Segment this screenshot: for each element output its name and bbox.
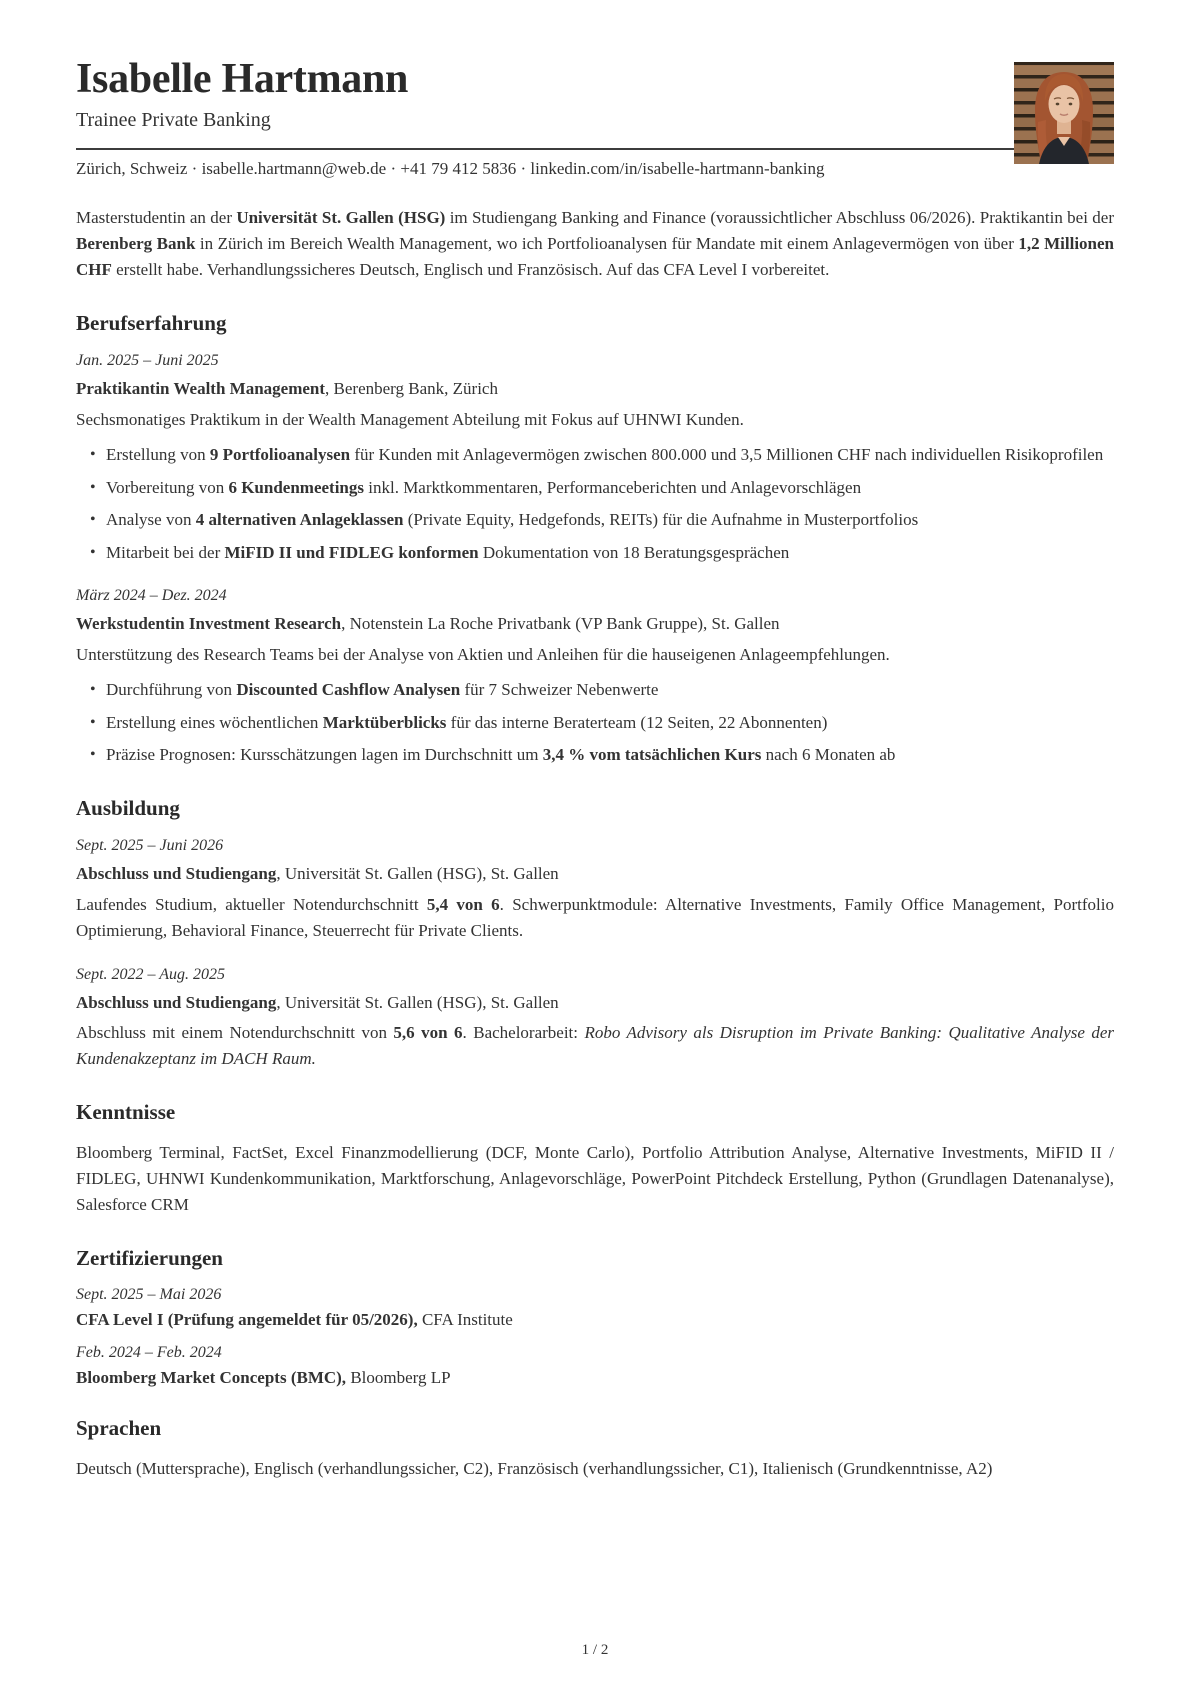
text-segment: , Notenstein La Roche Privatbank (VP Bank Gruppe), St. Gallen: [341, 614, 780, 634]
header-divider: [76, 148, 1114, 150]
contact-line: Zürich, Schweiz · isabelle.hartmann@web.de · +41 79 412 5836 · linkedin.com/in/isabelle-hartmann-banking: [76, 159, 825, 179]
text-segment: Analyse von: [106, 510, 196, 530]
text-segment: 9 Portfolioanalysen: [209, 445, 351, 465]
entry-date: Feb. 2024 – Feb. 2024: [76, 1344, 222, 1362]
section-experience-heading: Berufserfahrung: [76, 311, 227, 336]
text-segment: CFA Institute: [417, 1310, 513, 1330]
section-certifications: [76, 1246, 1114, 1388]
text-segment: für das interne Beraterteam (12 Seiten, 22 Abonnenten): [446, 712, 828, 732]
text-segment: inkl. Marktkommentaren, Performanceberichten und Anlagevorschlägen: [364, 477, 862, 497]
education-entry: [76, 966, 1114, 1073]
experience-entry: [76, 352, 1114, 565]
job-title: Trainee Private Banking: [76, 109, 271, 132]
text-segment: 3,4 % vom tatsächlichen Kurs: [542, 745, 762, 765]
text-segment: Universität St. Gallen (HSG): [236, 208, 446, 228]
text-segment: Discounted Cashflow Analysen: [236, 680, 461, 700]
text-segment: 6 Kundenmeetings: [228, 477, 364, 497]
section-languages-heading: Sprachen: [76, 1416, 162, 1441]
entry-body: [76, 1020, 1114, 1072]
section-skills-heading: Kenntnisse: [76, 1100, 176, 1125]
entry-title: [76, 991, 1114, 1016]
entry-title: [76, 862, 1114, 887]
text-segment: Praktikantin Wealth Management: [76, 379, 326, 399]
text-segment: Durchführung von: [106, 680, 237, 700]
entry-date: Jan. 2025 – Juni 2025: [76, 352, 219, 370]
text-segment: Bloomberg LP: [346, 1368, 451, 1388]
text-segment: Abschluss und Studiengang: [76, 992, 277, 1012]
text-segment: . Bachelorarbeit:: [462, 1023, 585, 1043]
text-segment: Laufendes Studium, aktueller Notendurchschnitt: [76, 894, 427, 914]
entry-date: Sept. 2025 – Juni 2026: [76, 836, 224, 854]
text-segment: in Zürich im Bereich Wealth Management, wo ich Portfolioanalysen für Mandate mit einem Anlagevermögen von über: [195, 234, 1019, 254]
header: [76, 56, 1114, 179]
certification-entry: [76, 1344, 1114, 1388]
bullet-item: [90, 475, 1114, 501]
section-education-heading: Ausbildung: [76, 795, 180, 820]
section-languages: [76, 1416, 1114, 1482]
entry-description: Sechsmonatiges Praktikum in der Wealth Management Abteilung mit Fokus auf UHNWI Kunden.: [76, 409, 744, 429]
entry-date: Sept. 2022 – Aug. 2025: [76, 965, 226, 983]
text-segment: Präzise Prognosen: Kursschätzungen lagen im Durchschnitt um: [106, 745, 543, 765]
bullet-item: [90, 742, 1114, 768]
text-segment: für Kunden mit Anlagevermögen zwischen 800.000 und 3,5 Millionen CHF nach individuellen Risikoprofilen: [350, 445, 1104, 465]
bullet-list: [76, 677, 1114, 768]
text-segment: MiFID II und FIDLEG konformen: [224, 542, 479, 562]
text-segment: nach 6 Monaten ab: [761, 745, 896, 765]
section-education: [76, 796, 1114, 1072]
page-number: 1 / 2: [581, 1642, 609, 1658]
entry-description: Unterstützung des Research Teams bei der Analyse von Aktien und Anleihen für die hauseigenen Anlageempfehlungen.: [76, 644, 890, 664]
text-segment: Erstellung eines wöchentlichen: [106, 712, 323, 732]
text-segment: Erstellung von: [106, 445, 210, 465]
text-segment: im Studiengang Banking and Finance (voraussichtlicher Abschluss 06/2026). Praktikantin bei der: [445, 208, 1115, 228]
entry-title: [76, 377, 1114, 402]
text-segment: Abschluss mit einem Notendurchschnitt von: [76, 1023, 394, 1043]
text-segment: Mitarbeit bei der: [106, 542, 225, 562]
text-segment: , Universität St. Gallen (HSG), St. Gallen: [276, 992, 559, 1012]
education-entry: [76, 837, 1114, 944]
bullet-item: [90, 507, 1114, 533]
entry-body: [76, 892, 1114, 944]
skills-text: Bloomberg Terminal, FactSet, Excel Finanzmodellierung (DCF, Monte Carlo), Portfolio Attribution Analyse, Alternative Investments, MiFID II / FIDLEG, UHNWI Kundenkommunikation, Marktforschung, Anlagevorschläge, PowerPoint Pitchdeck Erstellung, Python (Grundlagen Datenanalyse), Salesforce CRM: [76, 1143, 1114, 1215]
profile-photo: [1014, 62, 1114, 164]
bullet-item: [90, 540, 1114, 566]
text-segment: CFA Level I (Prüfung angemeldet für 05/2026),: [76, 1310, 418, 1330]
entry-title: [76, 1368, 1114, 1388]
bullet-list: [76, 442, 1114, 565]
profile-summary: [76, 205, 1114, 283]
bullet-item: [90, 710, 1114, 736]
entry-title: [76, 1310, 1114, 1330]
text-segment: , Universität St. Gallen (HSG), St. Gallen: [276, 863, 559, 883]
languages-text: Deutsch (Muttersprache), Englisch (verhandlungssicher, C2), Französisch (verhandlungssicher, C1), Italienisch (Grundkenntnisse, A2): [76, 1459, 993, 1479]
section-skills: [76, 1100, 1114, 1218]
text-segment: , Berenberg Bank, Zürich: [325, 379, 498, 399]
text-segment: 5,4 von 6: [426, 894, 500, 914]
text-segment: 4 alternativen Anlageklassen: [195, 510, 404, 530]
text-segment: (Private Equity, Hedgefonds, REITs) für die Aufnahme in Musterportfolios: [403, 510, 919, 530]
section-experience: [76, 311, 1114, 768]
entry-date: März 2024 – Dez. 2024: [76, 587, 227, 605]
entry-date: Sept. 2025 – Mai 2026: [76, 1286, 222, 1304]
text-segment: Masterstudentin an der: [76, 208, 237, 228]
text-segment: Vorbereitung von: [106, 477, 229, 497]
experience-entry: [76, 587, 1114, 768]
certification-entry: [76, 1286, 1114, 1330]
text-segment: Marktüberblicks: [322, 712, 447, 732]
person-name: Isabelle Hartmann: [76, 56, 409, 102]
text-segment: Abschluss und Studiengang: [76, 863, 277, 883]
text-segment: Werkstudentin Investment Research: [76, 614, 342, 634]
section-certifications-heading: Zertifizierungen: [76, 1246, 223, 1271]
text-segment: . Schwerpunktmodule: Alternative Investments, Family Office Management, Portfolio Optimierung, Behavioral Finance, Steuerrecht für Private Clients.: [76, 894, 1114, 940]
text-segment: Berenberg Bank: [76, 234, 196, 254]
text-segment: Dokumentation von 18 Beratungsgesprächen: [478, 542, 790, 562]
text-segment: erstellt habe. Verhandlungssicheres Deutsch, Englisch und Französisch. Auf das CFA Level I vorbereitet.: [111, 260, 830, 280]
text-segment: 1,2 Millionen CHF: [76, 234, 1114, 280]
bullet-item: [90, 442, 1114, 468]
bullet-item: [90, 677, 1114, 703]
text-segment: für 7 Schweizer Nebenwerte: [460, 680, 659, 700]
text-segment: 5,6 von 6: [393, 1023, 463, 1043]
text-segment: Robo Advisory als Disruption im Private Banking: Qualitative Analyse der Kundenakzeptanz im DACH Raum.: [76, 1023, 1115, 1069]
entry-title: [76, 612, 1114, 637]
text-segment: Bloomberg Market Concepts (BMC),: [76, 1368, 347, 1388]
